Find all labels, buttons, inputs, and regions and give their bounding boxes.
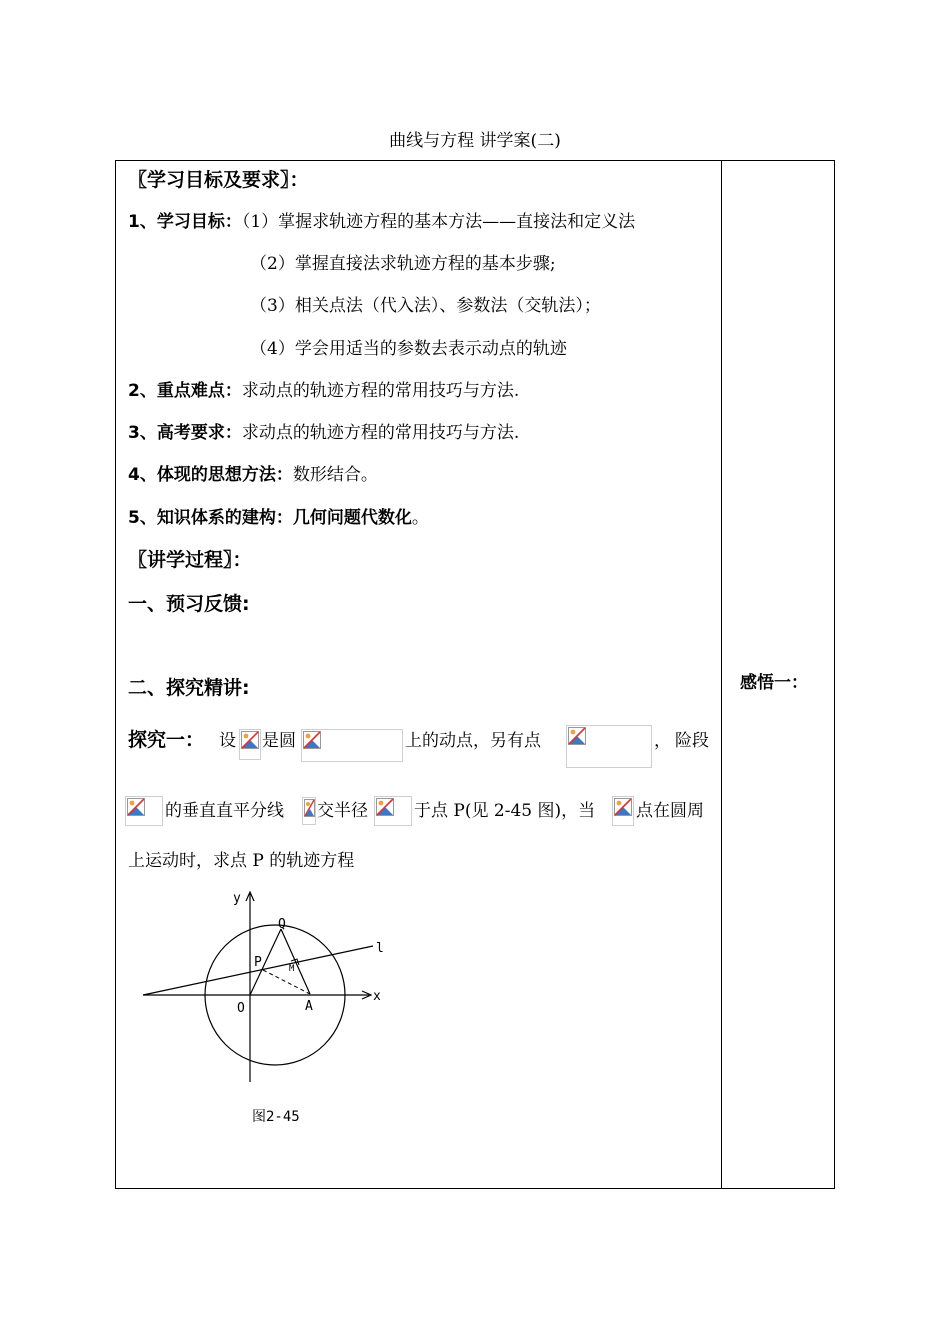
column-divider	[721, 160, 722, 1189]
broken-image-icon	[301, 729, 403, 762]
goal-2-text: 求动点的轨迹方程的常用技巧与方法.	[241, 381, 520, 401]
goal-3-text: 求动点的轨迹方程的常用技巧与方法.	[241, 423, 520, 443]
label-l: l	[376, 941, 384, 956]
goal-5	[128, 507, 429, 529]
broken-image-icon	[612, 796, 634, 826]
goal-2	[128, 380, 519, 402]
line-l	[143, 946, 373, 995]
label-y: y	[233, 891, 241, 906]
goal-1-item-1: （1）掌握求轨迹方程的基本方法——直接法和定义法	[241, 212, 636, 232]
goal-2-label: 2、重点难点：	[128, 381, 242, 401]
goal-1-item-3: （3）相关点法（代入法）、参数法（交轨法）；	[250, 296, 601, 316]
explore-1-label: 探究一：	[128, 729, 205, 751]
label-o: O	[237, 1001, 245, 1016]
label-m: M	[289, 964, 295, 974]
label-p: P	[254, 955, 262, 970]
document-title: 曲线与方程 讲学案(二)	[389, 131, 561, 151]
explore-1-text-5: 险段	[675, 731, 709, 751]
label-x: x	[373, 989, 381, 1004]
goal-1-item-4: （4）学会用适当的参数去表示动点的轨迹	[250, 339, 567, 359]
explore-1-line2-text-3: 于点 P(见 2-45 图)，当	[414, 801, 596, 821]
goal-4-text: 数形结合。	[292, 465, 378, 485]
side-note: 感悟一：	[740, 673, 808, 693]
process-heading: 〖讲学过程〗：	[128, 549, 252, 571]
broken-image-icon	[302, 797, 316, 825]
goal-1-item-2: （2）掌握直接法求轨迹方程的基本步骤;	[250, 254, 556, 274]
explore-1-line2-text-4: 点在圆周	[636, 801, 704, 821]
goal-3-label: 3、高考要求：	[128, 423, 242, 443]
explore-1-line2-text-1: 的垂直直平分线	[165, 801, 284, 821]
goal-4	[128, 464, 378, 486]
explore-1-text-2: 是圆	[262, 731, 296, 751]
broken-image-icon	[125, 796, 163, 826]
goals-heading: 〖学习目标及要求〗：	[128, 169, 309, 191]
goal-3	[128, 422, 519, 444]
figure-2-45	[135, 882, 395, 1092]
broken-image-icon	[566, 725, 652, 768]
explore-1-line2-text-2: 交半径	[317, 801, 368, 821]
label-q: Q	[278, 917, 286, 932]
section-2-heading: 二、探究精讲:	[128, 677, 250, 699]
goal-1	[128, 211, 635, 233]
goal-5-label: 5、知识体系的建构：几何问题代数化	[128, 508, 412, 528]
explore-1-line3: 上运动时，求点 P 的轨迹方程	[128, 851, 355, 871]
segment-qa	[281, 929, 310, 994]
segment-pa	[263, 970, 310, 994]
label-a: A	[305, 999, 313, 1014]
broken-image-icon	[239, 729, 261, 760]
goal-4-label: 4、体现的思想方法：	[128, 465, 293, 485]
goal-1-label: 1、学习目标：	[128, 212, 242, 232]
explore-1-text-1: 设	[219, 731, 236, 751]
explore-1-text-4: ，	[654, 731, 671, 751]
figure-caption: 图2-45	[252, 1109, 300, 1125]
broken-image-icon	[374, 796, 412, 826]
section-1-heading: 一、预习反馈:	[128, 593, 250, 615]
explore-1-text-3: 上的动点，另有点	[405, 731, 541, 751]
goal-5-text: 。	[411, 508, 429, 528]
